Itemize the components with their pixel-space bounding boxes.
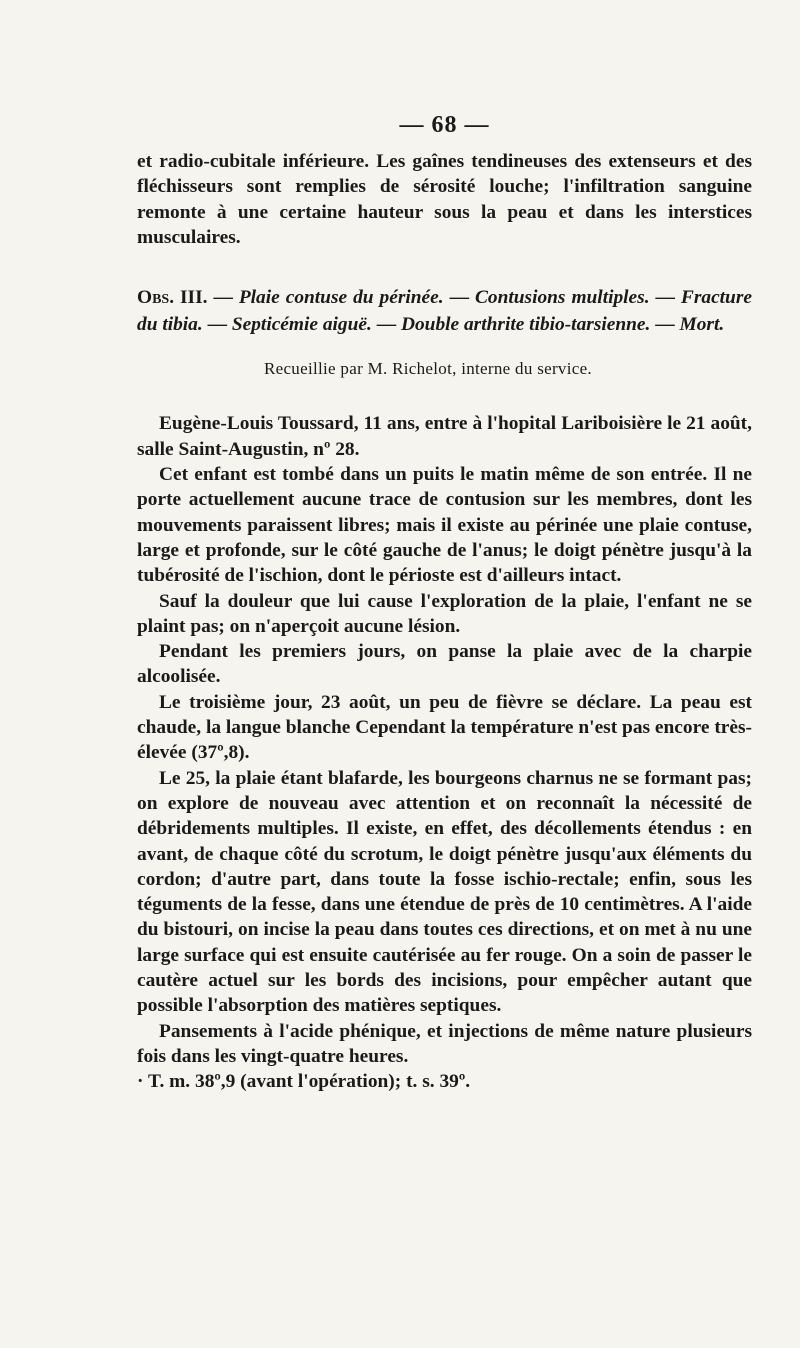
paragraph: Eugène-Louis Toussard, 11 ans, entre à l'hopital Lariboisière le 21 août, salle Saint-Augustin, nº 28. bbox=[137, 413, 752, 460]
paragraph: Cet enfant est tombé dans un puits le matin même de son entrée. Il ne porte actuellement aucune trace de contusion sur les membres, dont les mouvements paraissent libres; mais il existe au périnée une plaie contuse, large et profonde, sur le côté gauche de l'anus; le doigt pénètre jusqu'à la tubérosité de l'ischion, dont le périoste est d'ailleurs intact. bbox=[137, 464, 752, 587]
obs-separator: — bbox=[449, 287, 469, 309]
paragraph: Pendant les premiers jours, on panse la plaie avec de la charpie alcoolisée. bbox=[137, 641, 752, 688]
paragraph: Pansements à l'acide phénique, et injections de même nature plusieurs fois dans les vingt-quatre heures. bbox=[137, 1020, 752, 1067]
obs-label: Obs. III. bbox=[137, 287, 208, 309]
obs-title-2: Contusions multiples. bbox=[474, 287, 650, 309]
obs-title-3: Fracture du tibia. bbox=[137, 287, 752, 336]
obs-title-4: Septicémie aiguë. bbox=[231, 314, 372, 336]
paragraph: Sauf la douleur que lui cause l'exploration de la plaie, l'enfant ne se plaint pas; on n'aperçoit aucune lésion. bbox=[137, 590, 752, 637]
obs-separator: — bbox=[207, 314, 227, 336]
collected-by-line: Recueillie par M. Richelot, interne du service. bbox=[263, 359, 592, 379]
intro-paragraph: et radio-cubitale inférieure. Les gaînes tendineuses des extenseurs et des fléchisseurs sont remplies de sérosité louche; l'infiltration sanguine remonte à une certaine hauteur sous la peau et dans les interstices musculaires. bbox=[137, 151, 752, 248]
obs-title-5: Double arthrite tibio-tarsienne. bbox=[400, 314, 651, 336]
obs-separator: — bbox=[376, 314, 397, 336]
obs-title-1: Plaie contuse du périnée. bbox=[238, 287, 444, 309]
paragraph: Le troisième jour, 23 août, un peu de fièvre se déclare. La peau est chaude, la langue blanche Cependant la température n'est pas encore très-élevée (37º,8). bbox=[137, 691, 752, 764]
obs-separator: — bbox=[655, 314, 675, 336]
body-text bbox=[137, 149, 752, 1095]
obs-title-6: Mort. bbox=[679, 314, 725, 336]
observation-title bbox=[137, 284, 752, 338]
obs-separator: — bbox=[213, 287, 233, 309]
paragraph: Le 25, la plaie étant blafarde, les bourgeons charnus ne se formant pas; on explore de nouveau avec attention et on reconnaît la nécessité de débridements multiples. Il existe, en effet, des décollements étendus : en avant, de chaque côté du scrotum, le doigt pénètre jusqu'aux éléments du cordon; d'autre part, dans toute la fosse ischio-rectale; enfin, sous les téguments de la fesse, dans une étendue de près de 10 centimètres. A l'aide du bistouri, on incise la peau dans toutes ces directions, et on met à nu une large surface qui est ensuite cautérisée au fer rouge. On a soin de passer le cautère actuel sur les bords des incisions, pour empêcher autant que possible l'absorption des matières septiques. bbox=[137, 767, 752, 1017]
obs-separator: — bbox=[655, 287, 675, 309]
page-number: — 68 — bbox=[399, 112, 490, 138]
paragraph: · T. m. 38º,9 (avant l'opération); t. s. 39º. bbox=[137, 1071, 471, 1093]
